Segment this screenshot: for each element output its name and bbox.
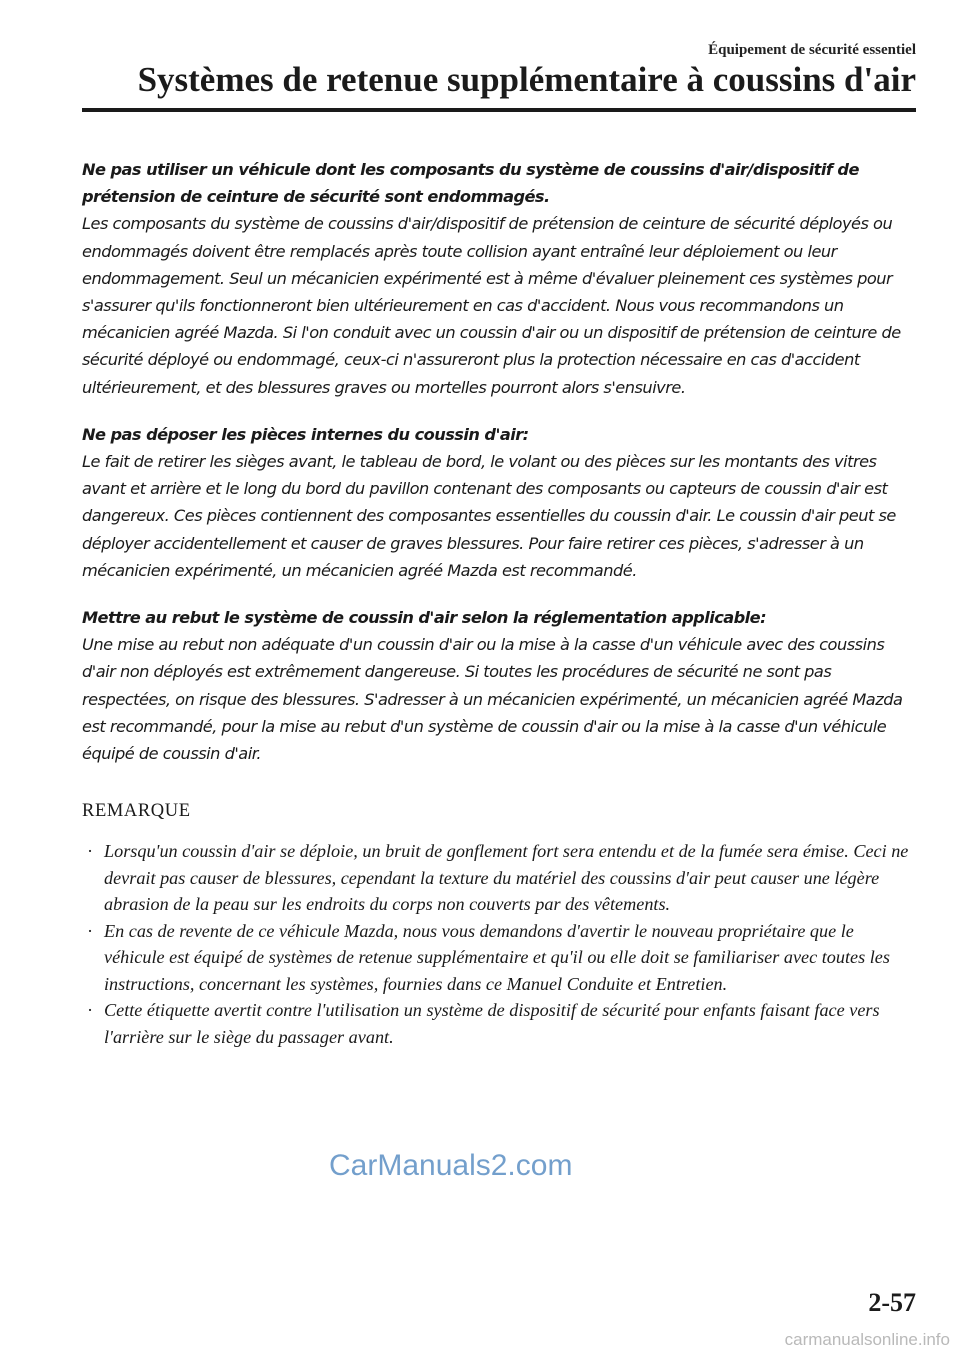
- warning-block-3: [82, 604, 914, 767]
- note-item: [82, 918, 914, 998]
- warning-body: Le fait de retirer les sièges avant, le tableau de bord, le volant ou des pièces sur les montants des vitres avant et arrière et le long du bord du pavillon contenant des composants ou capteurs de coussin d'air est dangereux. Ces pièces contiennent des composantes essentielles du coussin d'air. Le coussin d'air peut se déployer accidentellement et causer de graves blessures. Pour faire retirer ces pièces, s'adresser à un mécanicien expérimenté, un mécanicien agréé Mazda est recommandé.: [82, 452, 896, 580]
- warning-heading: Mettre au rebut le système de coussin d'air selon la réglementation applicable:: [82, 608, 767, 628]
- note-item-text: Cette étiquette avertit contre l'utilisation un système de dispositif de sécurité pour enfants faisant face vers l'arrière sur le siège du passager avant.: [104, 1000, 880, 1047]
- warning-body: Les composants du système de coussins d'air/dispositif de prétension de ceinture de sécurité déployés ou endommagés doivent être remplacés après toute collision ayant entraîné leur déploiement ou leur endommagement. Seul un mécanicien expérimenté est à même d'évaluer pleinement ces systèmes pour s'assurer qu'ils fonctionneront bien ultérieurement en cas d'accident. Nous vous recommandons un mécanicien agréé Mazda. Si l'on conduit avec un coussin d'air ou un dispositif de prétension de ceinture de sécurité déployé ou endommagé, ceux-ci n'assureront plus la protection nécessaire en cas d'accident ultérieurement, et des blessures graves ou mortelles pourront alors s'ensuivre.: [82, 214, 901, 397]
- warning-heading: Ne pas utiliser un véhicule dont les composants du système de coussins d'air/dispositif de prétension de ceinture de sécurité sont endommagés.: [82, 160, 859, 207]
- note-item: [82, 997, 914, 1050]
- note-list: [82, 838, 914, 1050]
- note-item-text: En cas de revente de ce véhicule Mazda, nous vous demandons d'avertir le nouveau propriétaire que le véhicule est équipé de systèmes de retenue supplémentaire et qu'il ou elle doit se familiariser avec toutes les instructions, concernant les systèmes, fournies dans ce Manuel Conduite et Entretien.: [104, 920, 890, 994]
- page-title: Systèmes de retenue supplémentaire à coussins d'air: [137, 60, 916, 99]
- header-divider: [82, 108, 916, 112]
- warning-heading: Ne pas déposer les pièces internes du coussin d'air:: [82, 424, 529, 444]
- bullet-icon: ·: [87, 1000, 94, 1021]
- watermark-link[interactable]: CarManuals2.com: [329, 1149, 573, 1182]
- bullet-icon: ·: [87, 920, 94, 941]
- note-heading: REMARQUE: [82, 801, 191, 822]
- bullet-icon: ·: [87, 841, 94, 862]
- note-item: [82, 838, 914, 918]
- warning-block-2: [82, 421, 914, 584]
- page-content: [82, 156, 914, 1050]
- page-number: 2-57: [868, 1288, 916, 1317]
- warning-block-1: [82, 156, 914, 401]
- warning-body: Une mise au rebut non adéquate d'un coussin d'air ou la mise à la casse d'un véhicule avec des coussins d'air non déployés est extrêmement dangereuse. Si toutes les procédures de sécurité ne sont pas respectées, on risque des blessures. S'adresser à un mécanicien expérimenté, un mécanicien agréé Mazda est recommandé, pour la mise au rebut d'un système de coussin d'air ou la mise à la casse d'un véhicule équipé de coussin d'air.: [82, 635, 903, 764]
- section-label: Équipement de sécurité essentiel: [708, 42, 916, 58]
- note-item-text: Lorsqu'un coussin d'air se déploie, un bruit de gonflement fort sera entendu et de la fumée sera émise. Ceci ne devrait pas causer de blessures, cependant la texture du matériel des coussins d'air peut causer une légère abrasion de la peau sur les endroits du corps non couverts par des vêtements.: [104, 841, 909, 915]
- footer-watermark: carmanualsonline.info: [784, 1330, 950, 1349]
